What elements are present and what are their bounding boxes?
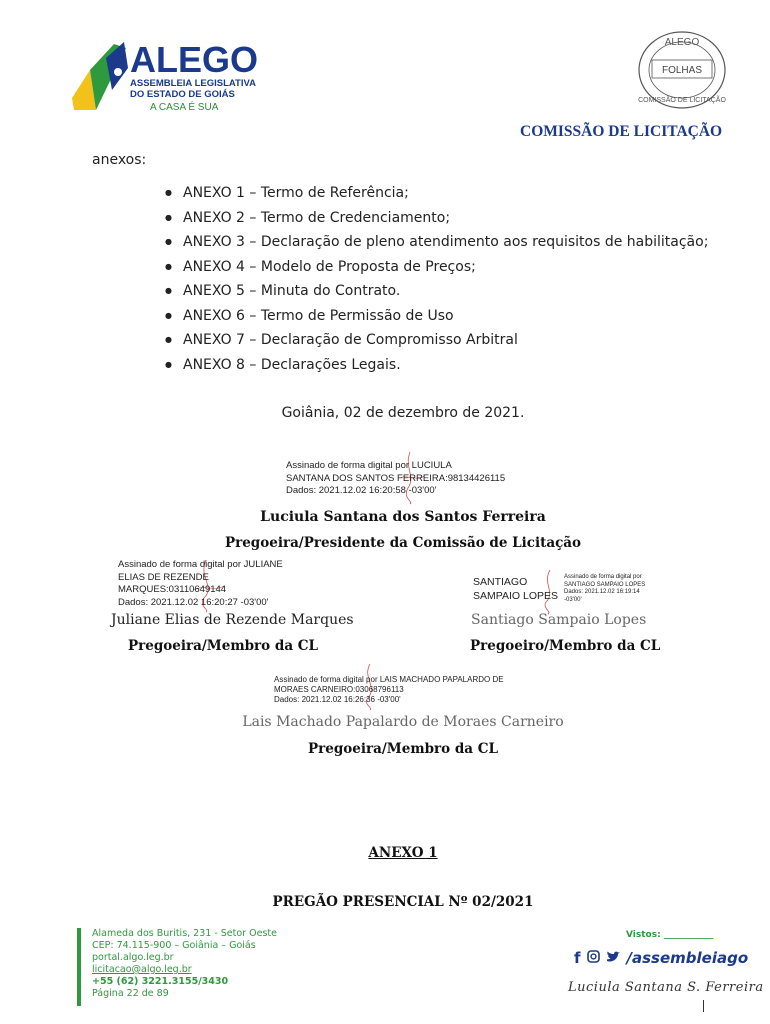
logo-title: ALEGO [130,39,259,80]
annex-item: ● ANEXO 8 – Declarações Legais. [165,355,708,380]
footer-phone: +55 (62) 3221.3155/3430 [92,976,229,987]
anexos-label: anexos: [92,152,147,168]
luciula-meta-line3: Dados: 2021.12.02 16:20:58 -03'00' [286,485,437,496]
footer-page-number: Página 22 de 89 [92,988,169,999]
folhas-stamp [636,30,728,110]
lais-name: Lais Machado Papalardo de Moraes Carneiro [242,714,564,730]
social-handle[interactable]: /assembleiago [626,949,749,967]
footer-address-line2: CEP: 74.115-900 – Goiânia – Goiás [92,940,256,951]
annex-item: ● ANEXO 4 – Modelo de Proposta de Preços; [165,257,708,282]
santiago-meta-line2: SANTIAGO SAMPAIO LOPES [564,581,646,588]
city-date: Goiânia, 02 de dezembro de 2021. [281,405,525,421]
santiago-meta-line1: Assinado de forma digital por [564,574,642,580]
logo-tagline: A CASA É SUA [150,102,219,113]
facebook-icon[interactable]: f [574,949,581,967]
logo-subtitle-1: ASSEMBLEIA LEGISLATIVA [130,78,256,89]
stamp-bottom-text: COMISSÃO DE LICITAÇÃO [638,97,726,104]
stamp-top-text: ALEGO [664,37,700,48]
logo-emblem-icon [66,38,136,118]
annex-list [165,183,708,379]
santiago-role: Pregoeiro/Membro da CL [470,638,661,654]
annex-title: ANEXO 1 [368,845,438,861]
luciula-meta-line2: SANTANA DOS SANTOS FERREIRA:98134426115 [286,472,506,484]
luciula-digital-signature [286,460,505,498]
footer-accent-bar [77,928,81,1006]
social-links [574,949,748,967]
lais-meta-line1: Assinado de forma digital por LAIS MACHADO PAPALARDO DE [274,675,504,684]
lais-digital-signature [274,675,504,705]
annex-item: ● ANEXO 2 – Termo de Credenciamento; [165,208,708,233]
logo-subtitle-2: DO ESTADO DE GOIÁS [130,89,235,100]
footer-signature: Luciula Santana S. Ferreira [568,980,764,995]
annex-subtitle: PREGÃO PRESENCIAL Nº 02/2021 [272,894,534,910]
footer-divider [703,1000,704,1012]
footer-email-link[interactable]: licitacao@algo.leg.br [92,964,192,975]
luciula-meta-line1: Assinado de forma digital por LUCIULA [286,460,452,471]
footer-address [92,928,277,1000]
logo-text-block [130,39,259,114]
santiago-meta-line4: -03'00' [564,596,582,603]
juliane-meta-line2: ELIAS DE REZENDE [118,571,209,583]
juliane-meta-line1: Assinado de forma digital por JULIANE [118,559,283,570]
juliane-meta-line3: MARQUES:03110649144 [118,584,227,595]
lais-role: Pregoeira/Membro da CL [307,741,498,757]
annex-item: ● ANEXO 3 – Declaração de pleno atendimento aos requisitos de habilitação; [165,232,708,257]
luciula-name: Luciula Santana dos Santos Ferreira [260,509,546,525]
instagram-icon[interactable] [587,949,600,967]
santiago-name: Santiago Sampaio Lopes [471,612,647,628]
stamp-center-text: FOLHAS [661,65,703,76]
footer-website-link[interactable]: portal.algo.leg.br [92,952,174,963]
luciula-role: Pregoeira/Presidente da Comissão de Licitação [224,535,582,551]
footer-address-line1: Alameda dos Buritis, 231 - Setor Oeste [92,928,277,939]
santiago-big-line2: SAMPAIO LOPES [473,590,558,602]
annex-item: ● ANEXO 6 – Termo de Permissão de Uso [165,306,708,331]
vistos-label: Vistos: ___________ [626,930,714,940]
juliane-name: Juliane Elias de Rezende Marques [111,612,354,628]
juliane-digital-signature [118,559,283,609]
annex-item: ● ANEXO 5 – Minuta do Contrato. [165,281,708,306]
santiago-big-line1: SANTIAGO [473,576,528,588]
annex-item: ● ANEXO 7 – Declaração de Compromisso Arbitral [165,330,708,355]
juliane-role: Pregoeira/Membro da CL [128,638,319,654]
lais-meta-line2: MORAES CARNEIRO:03068796113 [274,685,404,694]
committee-title: COMISSÃO DE LICITAÇÃO [520,123,723,140]
stamp-seal-icon [636,30,728,110]
santiago-digital-signature [564,574,645,604]
juliane-meta-line4: Dados: 2021.12.02 16:20:27 -03'00' [118,596,269,608]
lais-meta-line3: Dados: 2021.12.02 16:26:36 -03'00' [274,695,401,704]
twitter-icon[interactable] [606,949,621,967]
santiago-name-block [473,575,558,603]
annex-item: ● ANEXO 1 – Termo de Referência; [165,183,708,208]
santiago-meta-line3: Dados: 2021.12.02 16:19:14 [564,589,640,595]
